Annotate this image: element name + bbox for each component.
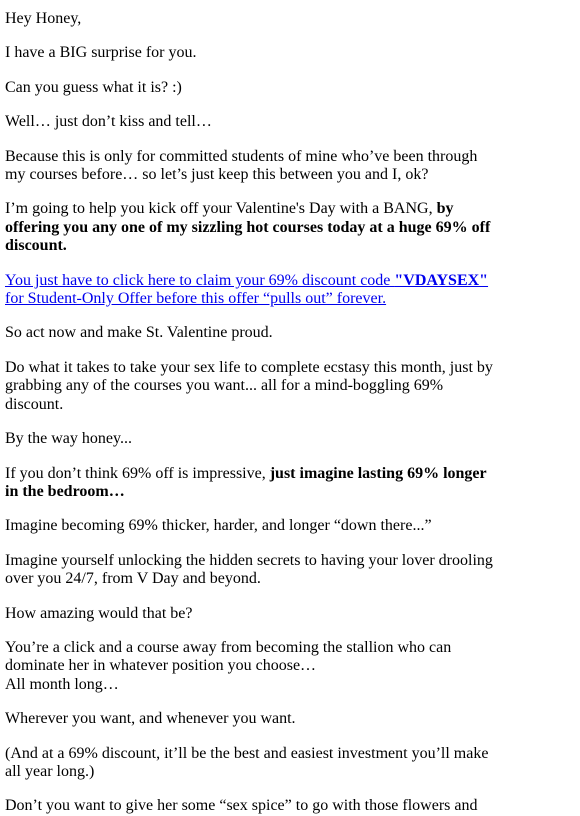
greeting: Hey Honey, [5,10,82,27]
email-body [5,0,495,816]
paragraph-spice: Don’t you want to give her some “sex spice” to go with those flowers and [5,797,478,815]
paragraph-act-now: So act now and make St. Valentine proud. [5,324,273,342]
paragraph-offer [5,200,495,255]
paragraph-guess: Can you guess what it is? :) [5,78,182,96]
paragraph-by-the-way: By the way honey... [5,430,132,448]
paragraph-imagine-thicker: Imagine becoming 69% thicker, harder, and longer “down there...” [5,517,432,535]
impressive-bold-text: just imagine lasting 69% longer in the bedroom… [5,464,487,500]
paragraph-investment: (And at a 69% discount, it’ll be the best and easiest investment you’ll make all year long.) [5,744,489,780]
claim-link-code: "VDAYSEX" [394,271,489,289]
offer-bold-text: by offering you any one of my sizzling hot courses today at a huge 69% off discount. [5,200,491,255]
paragraph-do-what: Do what it takes to take your sex life to complete ecstasy this month, just by grabbing any of the courses you want... all for a mind-boggling 69% discount. [5,358,493,413]
claim-link-tail: for Student-Only Offer before this offer “pulls out” forever. [5,290,387,308]
paragraph-claim [5,272,495,309]
paragraph-surprise: I have a BIG surprise for you. [5,44,197,62]
paragraph-stallion [5,639,495,694]
paragraph-kiss: Well… just don’t kiss and tell… [5,113,212,131]
all-month-text: All month long… [5,675,119,693]
stallion-text: You’re a click and a course away from becoming the stallion who can dominate her in whatever position you choose… [5,638,452,675]
paragraph-imagine-secrets: Imagine yourself unlocking the hidden secrets to having your lover drooling over you 24/7, from V Day and beyond. [5,551,493,588]
paragraph-how-amazing: How amazing would that be? [5,604,193,622]
paragraph-impressive [5,465,495,502]
impressive-lead-text: If you don’t think 69% off is impressive, [5,464,270,482]
paragraph-wherever: Wherever you want, and whenever you want. [5,710,296,728]
claim-discount-link[interactable] [5,272,488,307]
offer-lead-text: I’m going to help you kick off your Valentine's Day with a BANG, [5,200,437,218]
claim-link-text: You just have to click here to claim your 69% discount code [5,271,395,289]
paragraph-committed: Because this is only for committed students of mine who’ve been through my courses before… so let’s just keep this between you and I, ok? [5,147,478,184]
